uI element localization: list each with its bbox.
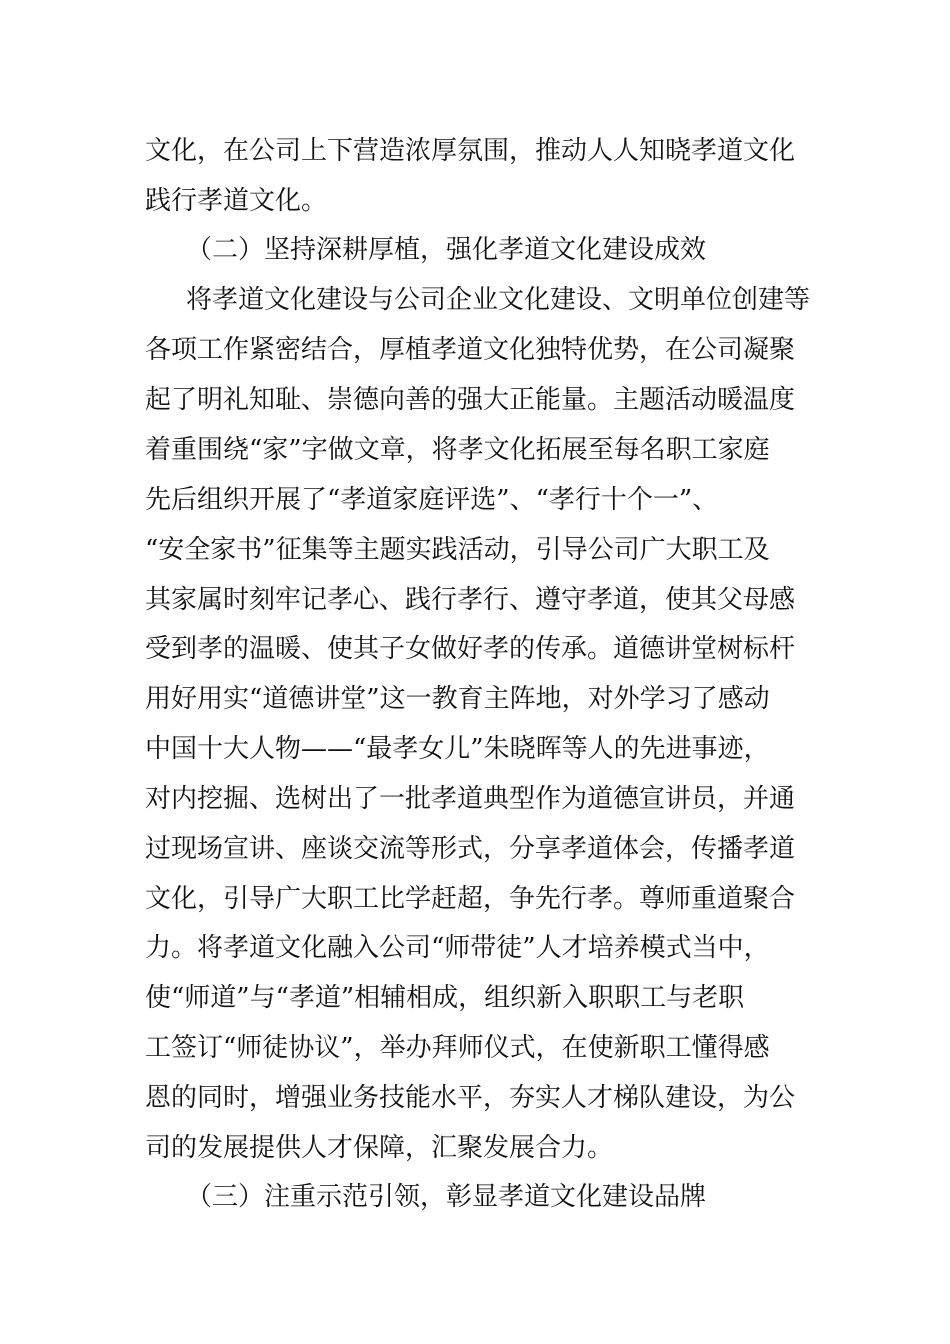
text-line: 践行孝道文化。	[145, 186, 328, 216]
text-line: 文化，在公司上下营造浓厚氛围，推动人人知晓孝道文化	[145, 136, 796, 166]
text-line: 文化，引导广大职工比学赶超，争先行孝。尊师重道聚合	[145, 884, 796, 914]
text-line: 先后组织开展了“孝道家庭评选”、“孝行十个一”、	[145, 485, 719, 515]
text-line: 受到孝的温暖、使其子女做好孝的传承。道德讲堂树标杆	[145, 634, 796, 664]
text-line: 司的发展提供人才保障，汇聚发展合力。	[145, 1133, 614, 1163]
text-line: 着重围绕“家”字做文章，将孝文化拓展至每名职工家庭	[145, 435, 770, 465]
section-heading: （三）注重示范引领，彰显孝道文化建设品牌	[186, 1182, 707, 1212]
text-line: 各项工作紧密结合，厚植孝道文化独特优势，在公司凝聚	[145, 335, 796, 365]
text-line: 中国十大人物——“最孝女儿”朱晓晖等人的先进事迹，	[145, 734, 770, 764]
text-line: 过现场宣讲、座谈交流等形式，分享孝道体会，传播孝道	[145, 834, 796, 864]
section-heading: （二）坚持深耕厚植，强化孝道文化建设成效	[186, 235, 707, 265]
text-line: 工签订“师徒协议”，举办拜师仪式，在使新职工懂得感	[145, 1033, 770, 1063]
text-line: 起了明礼知耻、崇德向善的强大正能量。主题活动暖温度	[145, 385, 796, 415]
text-line: 将孝道文化建设与公司企业文化建设、文明单位创建等	[186, 285, 811, 315]
text-line: 使“师道”与“孝道”相辅相成，组织新入职职工与老职	[145, 983, 745, 1013]
text-line: 力。将孝道文化融入公司“师带徒”人才培养模式当中，	[145, 933, 770, 963]
text-line: “安全家书”征集等主题实践活动，引导公司广大职工及	[145, 535, 770, 565]
text-line: 对内挖掘、选树出了一批孝道典型作为道德宣讲员，并通	[145, 784, 796, 814]
text-line: 恩的同时，增强业务技能水平，夯实人才梯队建设，为公	[145, 1083, 796, 1113]
text-line: 用好用实“道德讲堂”这一教育主阵地，对外学习了感动	[145, 684, 770, 714]
text-line: 其家属时刻牢记孝心、践行孝行、遵守孝道，使其父母感	[145, 585, 796, 615]
